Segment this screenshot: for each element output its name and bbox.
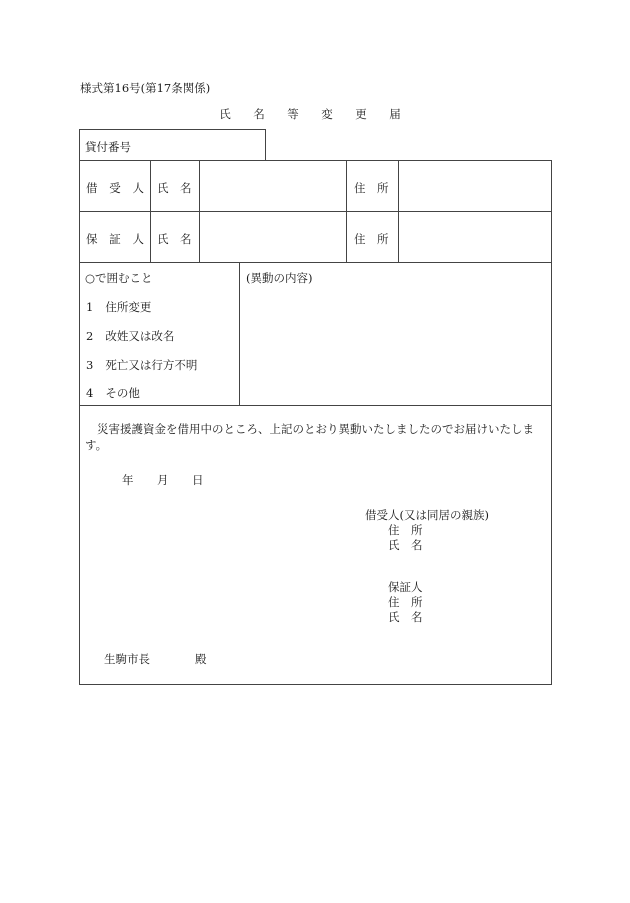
borrower-label xyxy=(86,180,144,196)
col-divider xyxy=(150,160,151,262)
row-divider xyxy=(79,262,552,263)
date-year[interactable]: 年 xyxy=(122,473,134,487)
title-char: 変 xyxy=(321,107,333,121)
change-details-field[interactable] xyxy=(240,285,551,405)
borrower-label-char: 借 xyxy=(86,181,98,195)
guarantor-address-label: 住 所 xyxy=(354,232,389,246)
option-text: 改姓又は改名 xyxy=(105,329,175,343)
change-details-label: (異動の内容) xyxy=(246,271,313,285)
title-char: 等 xyxy=(287,107,299,121)
honorific: 殿 xyxy=(195,652,207,666)
loan-number-label: 貸付番号 xyxy=(85,140,131,154)
borrower-name-label: 氏 名 xyxy=(157,181,192,195)
option-item-death-missing[interactable] xyxy=(86,357,197,373)
option-number: 2 xyxy=(86,329,94,343)
guarantor-label-char: 証 xyxy=(109,232,121,246)
date-day[interactable]: 日 xyxy=(192,473,204,487)
borrower-address-field[interactable] xyxy=(399,161,551,211)
guarantor-label-char: 人 xyxy=(132,232,144,246)
guarantor-signatory-address[interactable]: 住 所 xyxy=(388,595,423,609)
option-number: 4 xyxy=(86,386,94,400)
guarantor-address-field[interactable] xyxy=(399,212,551,262)
addressee: 生駒市長 xyxy=(104,652,150,666)
guarantor-name-label: 氏 名 xyxy=(157,232,192,246)
guarantor-label xyxy=(86,231,144,247)
title-char: 名 xyxy=(253,107,265,121)
guarantor-signatory-name[interactable]: 氏 名 xyxy=(388,610,423,624)
option-number: 1 xyxy=(86,300,94,314)
option-text: その他 xyxy=(105,386,140,400)
date-month[interactable]: 月 xyxy=(157,473,169,487)
option-number: 3 xyxy=(86,358,94,372)
option-text: 住所変更 xyxy=(105,300,152,314)
guarantor-label-char: 保 xyxy=(86,232,98,246)
option-item-name-change[interactable] xyxy=(86,328,174,344)
title-char: 届 xyxy=(389,107,401,121)
borrower-signatory-name[interactable]: 氏 名 xyxy=(388,538,423,552)
form-title xyxy=(208,106,412,122)
borrower-address-label: 住 所 xyxy=(354,181,389,195)
statement-line: す。 xyxy=(85,438,108,452)
borrower-label-char: 人 xyxy=(132,181,144,195)
statement-line: 災害援護資金を借用中のところ、上記のとおり異動いたしましたのでお届けいたしま xyxy=(97,422,534,436)
title-char: 更 xyxy=(355,107,367,121)
options-heading: ○で囲むこと xyxy=(85,271,153,285)
borrower-signatory-address[interactable]: 住 所 xyxy=(388,523,423,537)
col-divider xyxy=(346,160,347,262)
borrower-name-field[interactable] xyxy=(200,161,346,211)
row-divider xyxy=(79,405,552,406)
borrower-signatory-heading: 借受人(又は同居の親族) xyxy=(365,508,489,522)
form-number: 様式第16号(第17条関係) xyxy=(80,81,211,95)
option-item-address-change[interactable] xyxy=(86,299,151,315)
option-item-other[interactable] xyxy=(86,385,140,401)
guarantor-name-field[interactable] xyxy=(200,212,346,262)
borrower-label-char: 受 xyxy=(109,181,121,195)
option-text: 死亡又は行方不明 xyxy=(105,358,198,372)
guarantor-signatory-heading: 保証人 xyxy=(388,580,423,594)
title-char: 氏 xyxy=(219,107,231,121)
